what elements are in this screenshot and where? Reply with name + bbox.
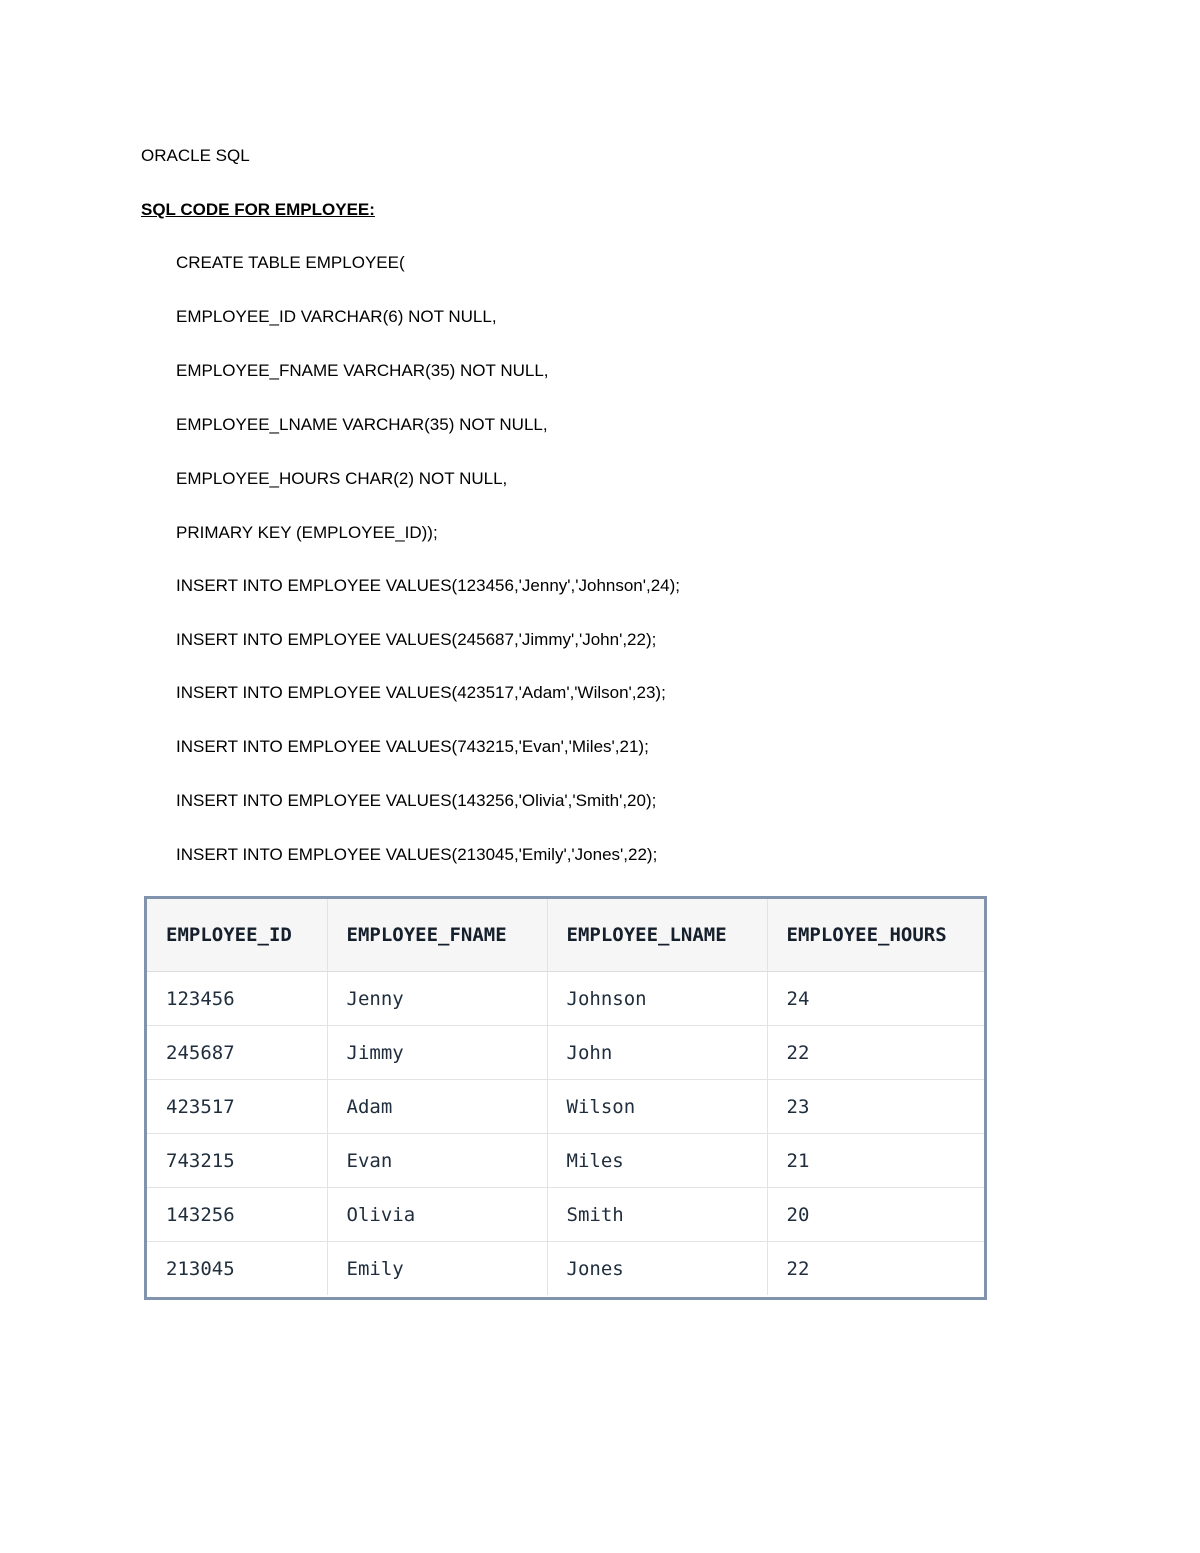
table-row [147,972,984,1026]
employee-fname-cell: Evan [327,1134,547,1188]
code-line: INSERT INTO EMPLOYEE VALUES(123456,'Jenny','Johnson',24); [176,576,681,595]
code-line: INSERT INTO EMPLOYEE VALUES(213045,'Emily','Jones',22); [176,845,658,864]
table-row [147,1188,984,1242]
document-label: ORACLE SQL [141,146,250,165]
employee-id-cell: 123456 [147,972,327,1026]
code-line: INSERT INTO EMPLOYEE VALUES(143256,'Olivia','Smith',20); [176,791,657,810]
employee-id-cell: 213045 [147,1242,327,1296]
code-line: EMPLOYEE_HOURS CHAR(2) NOT NULL, [176,469,508,488]
employee-hours-cell: 24 [767,972,984,1026]
code-line: EMPLOYEE_LNAME VARCHAR(35) NOT NULL, [176,415,548,434]
employee-lname-cell: Johnson [547,972,767,1026]
employee-hours-cell: 20 [767,1188,984,1242]
code-line: EMPLOYEE_FNAME VARCHAR(35) NOT NULL, [176,361,549,380]
table-row [147,1026,984,1080]
employee-lname-cell: Miles [547,1134,767,1188]
employee-hours-cell: 22 [786,1257,810,1280]
column-header-employee-hours: EMPLOYEE_HOURS [767,899,984,972]
employee-lname-cell: John [547,1026,767,1080]
employee-hours-cell: 22 [767,1026,984,1080]
column-header-employee-fname: EMPLOYEE_FNAME [327,899,547,972]
result-grid [147,899,984,1295]
employee-fname-cell: Jimmy [327,1026,547,1080]
employee-lname-cell: Smith [547,1188,767,1242]
employee-hours-cell: 23 [767,1080,984,1134]
employee-lname-cell: Wilson [547,1080,767,1134]
employee-lname-cell: Jones [547,1242,767,1296]
employee-id-cell: 143256 [147,1188,327,1242]
employee-fname-cell: Jenny [327,972,547,1026]
employee-id-cell: 245687 [147,1026,327,1080]
section-heading: SQL CODE FOR EMPLOYEE: [141,200,375,219]
code-line: INSERT INTO EMPLOYEE VALUES(743215,'Evan','Miles',21); [176,737,649,756]
code-line: INSERT INTO EMPLOYEE VALUES(423517,'Adam','Wilson',23); [176,683,666,702]
employee-id-cell: 423517 [147,1080,327,1134]
employee-fname-cell: Adam [327,1080,547,1134]
code-line: CREATE TABLE EMPLOYEE( [176,253,405,272]
employee-hours-cell: 21 [767,1134,984,1188]
column-header-employee-id: EMPLOYEE_ID [147,899,327,972]
table-row [147,1242,984,1296]
table-row [147,1080,984,1134]
employee-fname-cell: Olivia [327,1188,547,1242]
query-result-table [144,896,987,1300]
employee-fname-cell: Emily [327,1242,547,1296]
table-row [147,1134,984,1188]
code-line: INSERT INTO EMPLOYEE VALUES(245687,'Jimmy','John',22); [176,630,657,649]
code-line: PRIMARY KEY (EMPLOYEE_ID)); [176,523,438,542]
table-header-row [147,899,984,972]
column-header-employee-lname: EMPLOYEE_LNAME [547,899,767,972]
code-line: EMPLOYEE_ID VARCHAR(6) NOT NULL, [176,307,497,326]
employee-id-cell: 743215 [147,1134,327,1188]
